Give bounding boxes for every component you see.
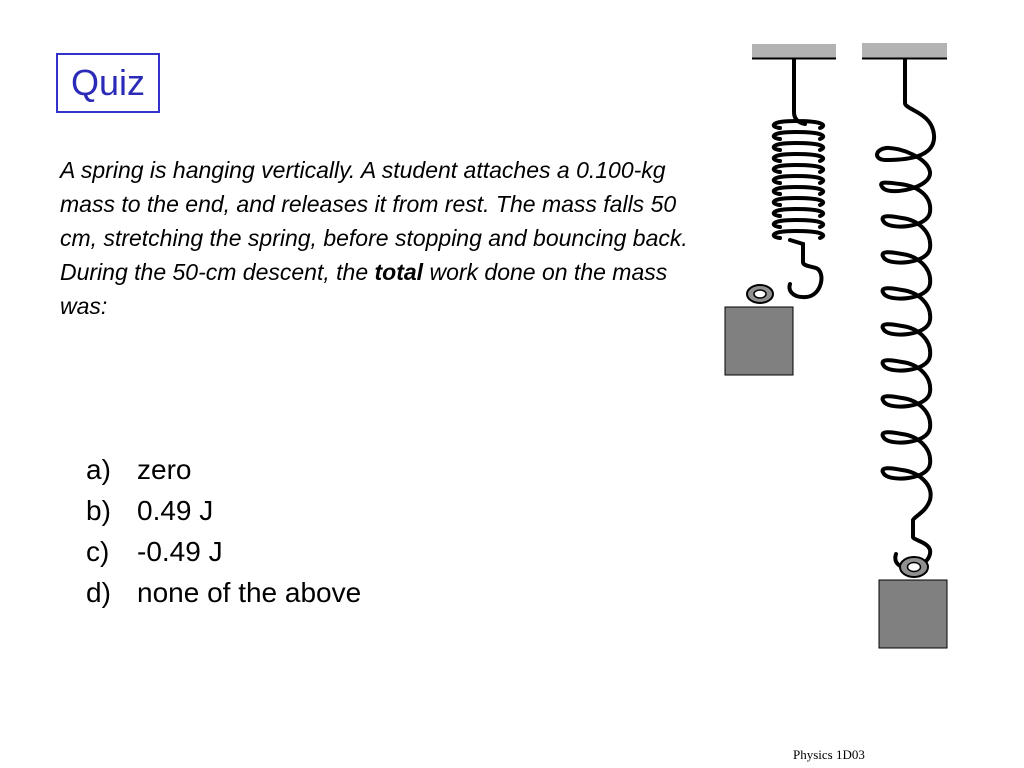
spring-unstretched [725, 44, 836, 375]
question-emphasis: total [374, 259, 424, 285]
question-paragraph-1: A spring is hanging vertically. A student attaches a 0.100-kg mass to the end, and releases it from rest. The mass falls 50 cm, stretching the spring, before stopping and bouncing back. [60, 157, 688, 251]
mass-right [879, 580, 947, 648]
option-text: 0.49 J [137, 495, 214, 526]
option-text: zero [137, 454, 192, 485]
option-letter: a) [86, 454, 111, 485]
option-text: -0.49 J [137, 536, 223, 567]
mass-left [725, 307, 793, 375]
spring-coil-right [877, 60, 934, 568]
footer-course-label: Physics 1D03 [793, 747, 865, 762]
ceiling-right [862, 43, 947, 58]
question-part-1: During the 50-cm descent, the [60, 259, 375, 285]
spring-coil-left [774, 60, 823, 297]
option-letter: d) [86, 577, 111, 608]
ceiling-left [752, 44, 836, 58]
question-part-2: work done on the mass was: [60, 259, 668, 319]
slide-title: Quiz [70, 62, 146, 103]
spring-stretched [862, 43, 947, 648]
option-letter: b) [86, 495, 111, 526]
option-text: none of the above [137, 577, 362, 608]
option-letter: c) [86, 536, 110, 567]
